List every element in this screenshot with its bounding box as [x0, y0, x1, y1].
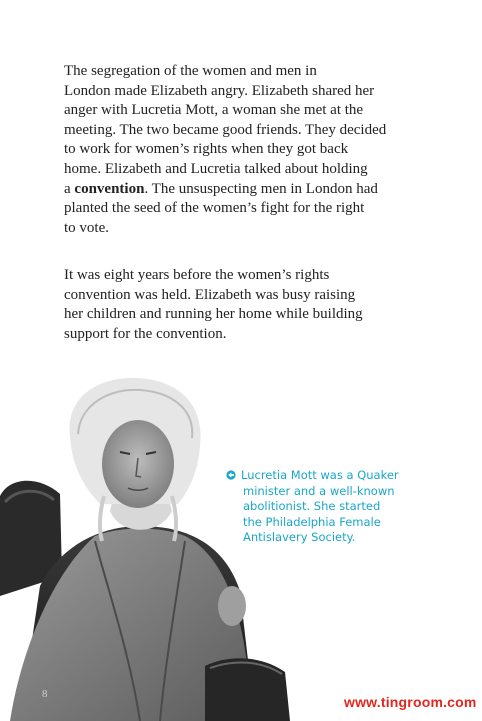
watermark: www.tingroom.com: [344, 694, 477, 710]
text-line: It was eight years before the women’s rights: [64, 267, 330, 283]
text-line: convention was held. Elizabeth was busy raising: [64, 286, 356, 303]
caption-line: Lucretia Mott was a Quaker: [241, 468, 399, 482]
paragraph-1: [64, 62, 424, 238]
text-line: planted the seed of the women’s fight for the right: [64, 200, 365, 217]
photo-caption: [226, 468, 426, 546]
text-line: The segregation of the women and men in: [64, 63, 317, 79]
paragraph-2: [64, 266, 424, 344]
text-segment: . The unsuspecting men in London had: [144, 180, 378, 197]
glossary-term-convention: convention: [74, 180, 145, 197]
text-line: her children and running her home while building: [64, 306, 363, 323]
caption-line: the Philadelphia Female: [243, 514, 381, 529]
page-number: 8: [42, 688, 48, 700]
text-line: support for the convention.: [64, 325, 227, 342]
text-line: to work for women’s rights when they got back: [64, 141, 349, 158]
text-line: meeting. The two became good friends. They decided: [64, 121, 387, 138]
text-line: home. Elizabeth and Lucretia talked about holding: [64, 160, 368, 177]
text-line: London made Elizabeth angry. Elizabeth shared her: [64, 82, 375, 99]
caption-line: abolitionist. She started: [243, 499, 381, 514]
caption-line: minister and a well-known: [243, 483, 395, 498]
text-line: [64, 180, 424, 200]
text-segment: a: [64, 180, 75, 197]
lucretia-mott-photo: [0, 376, 300, 721]
text-line: anger with Lucretia Mott, a woman she met at the: [64, 102, 364, 119]
caption-line: Antislavery Society.: [243, 530, 356, 545]
text-line: to vote.: [64, 219, 109, 236]
circle-arrow-icon: [226, 470, 236, 480]
